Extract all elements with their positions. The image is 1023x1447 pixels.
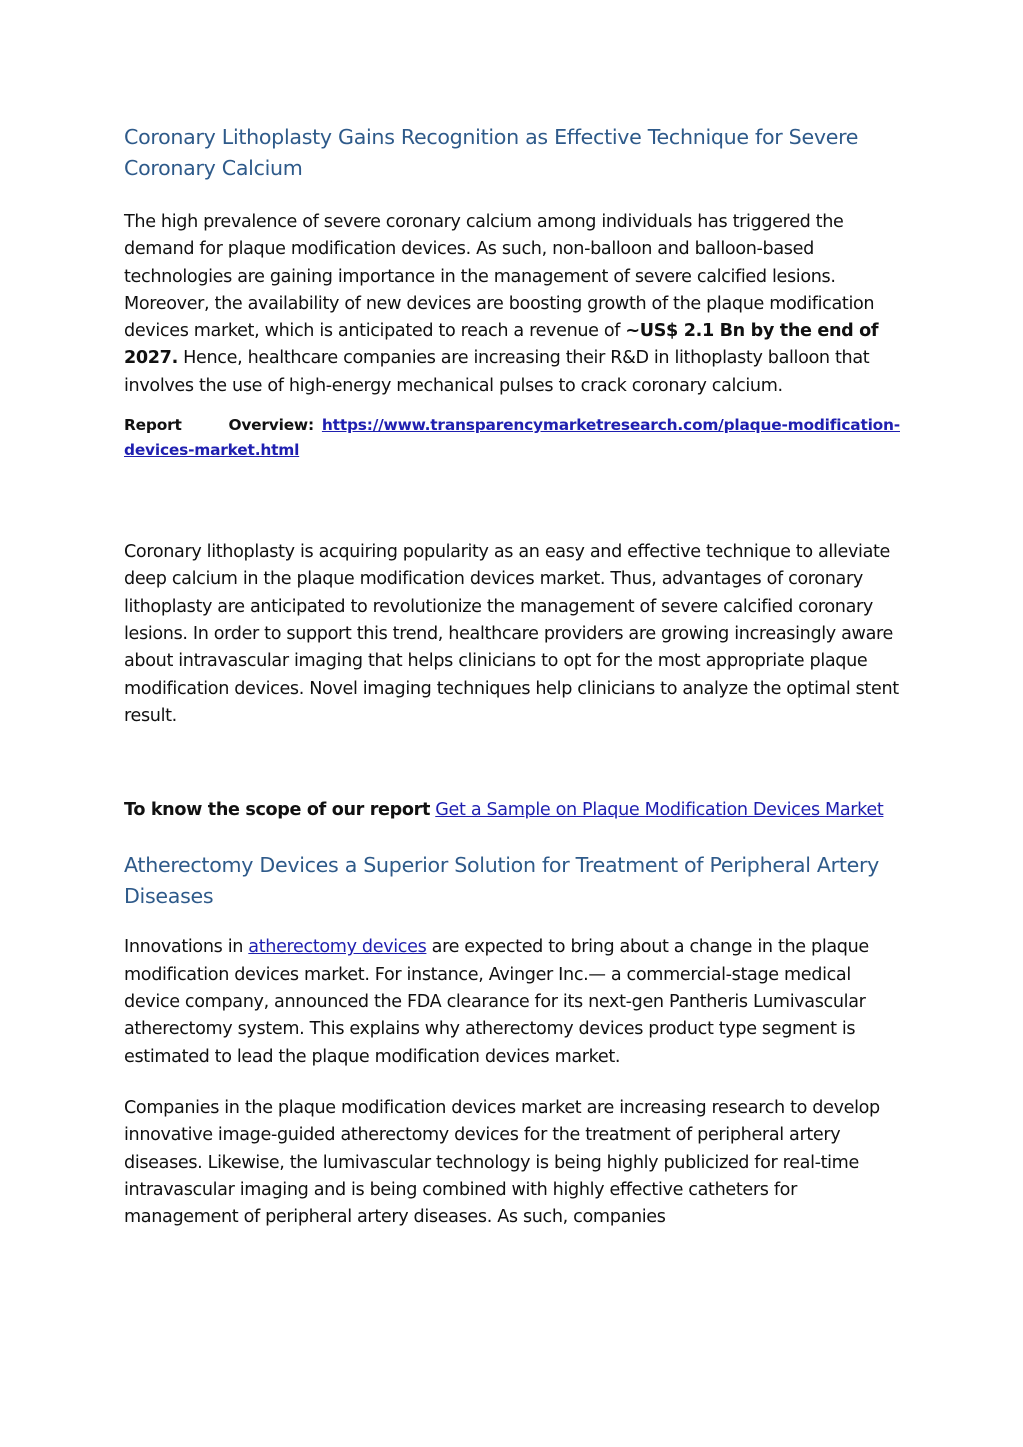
paragraph-scope <box>124 797 900 824</box>
atherectomy-devices-link[interactable]: atherectomy devices <box>248 937 427 958</box>
paragraph-innovations-text: are expected to bring about a change in the plaque modification devices market. For instance, Avinger Inc.— a commercial-stage medical device company, announced the FDA clearance for its next-gen Pantheris Lumivascular atherectomy system. This explains why atherectomy devices product type segment is estimated to lead the plaque modification devices market. <box>124 937 869 1067</box>
report-overview-label: Report Overview: <box>124 416 314 435</box>
paragraph-lithoplasty-popularity: Coronary lithoplasty is acquiring popularity as an easy and effective technique to alleviate deep calcium in the plaque modification devices market. Thus, advantages of coronary lithoplasty are anticipated to revolutionize the management of severe calcified coronary lesions. In order to support this trend, healthcare providers are growing increasingly aware about intravascular imaging that helps clinicians to opt for the most appropriate plaque modification devices. Novel imaging techniques help clinicians to analyze the optimal stent result. <box>124 542 899 726</box>
paragraph-companies: Companies in the plaque modification devices market are increasing research to develop innovative image-guided atherectomy devices for the treatment of peripheral artery diseases. Likewise, the lumivascular technology is being highly publicized for real-time intravascular imaging and is being combined with highly effective catheters for management of peripheral artery diseases. As such, companies <box>124 1097 880 1228</box>
document-page <box>124 122 900 1231</box>
paragraph-prevalence-tail: Hence, healthcare companies are increasing their R&D in lithoplasty balloon that involves the use of high-energy mechanical pulses to crack coronary calcium. <box>124 348 870 396</box>
paragraph-prevalence <box>124 209 900 400</box>
revenue-highlight: ~US$ 2.1 Bn by the end of 2027. <box>124 321 879 369</box>
section-heading-atherectomy: Atherectomy Devices a Superior Solution for Treatment of Peripheral Artery Diseases <box>124 853 880 909</box>
paragraph-innovations-lead: Innovations in <box>124 937 249 958</box>
scope-label: To know the scope of our report <box>124 800 431 821</box>
section-heading-lithoplasty: Coronary Lithoplasty Gains Recognition as Effective Technique for Severe Coronary Calcium <box>124 125 859 180</box>
paragraph-innovations <box>124 934 900 1070</box>
report-overview-link[interactable]: https://www.transparencymarketresearch.com/plaque-modification-devices-market.html <box>124 416 900 460</box>
sample-report-link[interactable]: Get a Sample on Plaque Modification Devices Market <box>435 800 884 821</box>
report-overview <box>124 413 900 463</box>
paragraph-prevalence-text: The high prevalence of severe coronary calcium among individuals has triggered the demand for plaque modification devices. As such, non-balloon and balloon-based technologies are gaining importance in the management of severe calcified lesions. Moreover, the availability of new devices are boosting growth of the plaque modification devices market, which is anticipated to reach a revenue of <box>124 212 875 342</box>
